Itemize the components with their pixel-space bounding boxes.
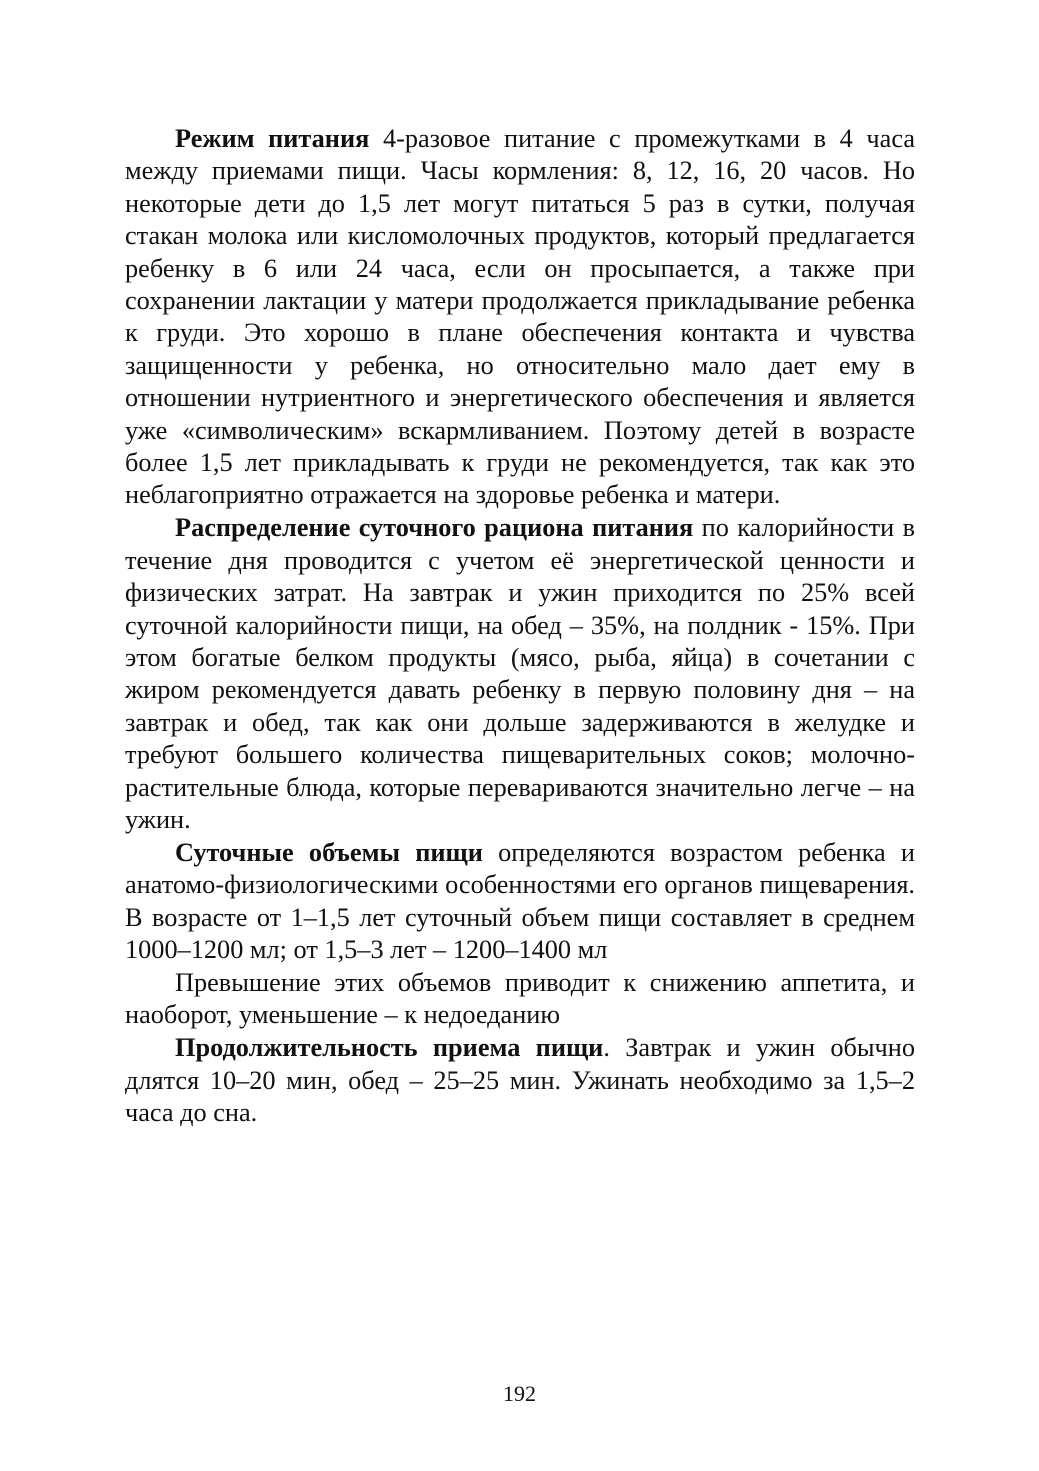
text-daily-ration-distribution: по калорийности в течение дня проводится с учетом её энергетической ценности и физических затрат. На завтрак и ужин приходится по 25% всей суточной калорийности пищи, на обед – 35%, на полдник - 15%. При этом богатые белком продукты (мясо, рыба, яйца) в сочетании с жиром рекомендуется давать ребенку в первую половину дня – на завтрак и обед, так как они дольше задерживаются в желудке и требуют большего количества пищеварительных соков; молочно-растительные блюда, которые перевариваются значительно легче – на ужин.: [125, 513, 915, 835]
heading-daily-food-volumes: Суточные объемы пищи: [175, 837, 483, 867]
text-volume-excess: Превышение этих объемов приводит к снижению аппетита, и наоборот, уменьшение – к недоеданию: [125, 968, 915, 1030]
paragraph-volume-excess: [125, 967, 915, 1032]
page-number: 192: [503, 1381, 536, 1406]
text-daily-food-volumes: определяются возрастом ребенка и анатомо-физиологическими особенностями его органов пищеварения. В возрасте от 1–1,5 лет суточный объем пищи составляет в среднем 1000–1200 мл; от 1,5–3 лет – 1200–1400 мл: [125, 837, 916, 965]
text-meal-duration: . Завтрак и ужин обычно длятся 10–20 мин, обед – 25–25 мин. Ужинать необходимо за 1,5–2 часа до сна.: [125, 1033, 915, 1128]
heading-feeding-regime: Режим питания: [175, 124, 370, 153]
paragraph-meal-duration: [125, 1032, 915, 1129]
page-body: [125, 123, 915, 1130]
heading-meal-duration: Продолжительность приема пищи: [175, 1033, 604, 1063]
paragraph-daily-ration-distribution: [125, 512, 915, 836]
heading-daily-ration-distribution: Распределение суточного рациона питания: [175, 513, 694, 543]
text-feeding-regime: 4-разовое питание с промежутками в 4 часа между приемами пищи. Часы кормления: 8, 12, 16, 20 часов. Но некоторые дети до 1,5 лет могут питаться 5 раз в сутки, получая стакан молока или кисломолочных продуктов, который предлагается ребенку в 6 или 24 часа, если он просыпается, а также при сохранении лактации у матери продолжается прикладывание ребенка к груди. Это хорошо в плане обеспечения контакта и чувства защищенности у ребенка, но относительно мало дает ему в отношении нутриентного и энергетического обеспечения и является уже «символическим» вскармливанием. Поэтому детей в возрасте более 1,5 лет прикладывать к груди не рекомендуется, так как это неблагоприятно отражается на здоровье ребенка и матери.: [125, 124, 915, 510]
paragraph-daily-food-volumes: [125, 837, 915, 967]
paragraph-feeding-regime: [125, 123, 915, 512]
